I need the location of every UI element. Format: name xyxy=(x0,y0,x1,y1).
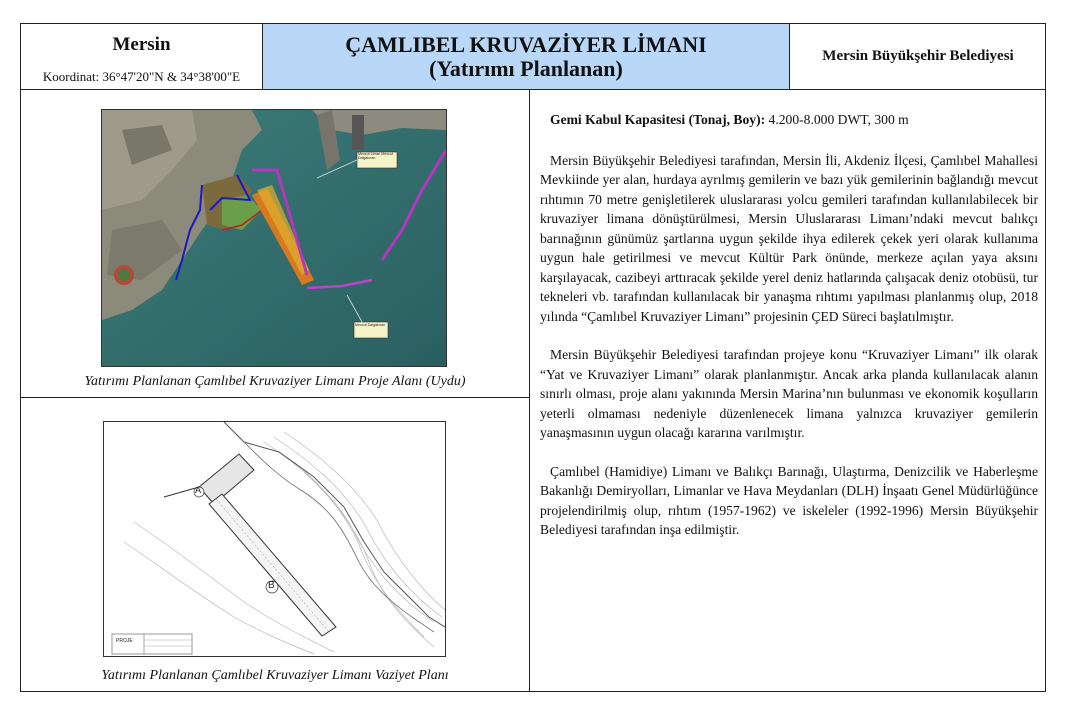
organization-name: Mersin Büyükşehir Belediyesi xyxy=(822,48,1014,64)
location-cell xyxy=(21,24,263,90)
capacity-label: Gemi Kabul Kapasitesi (Tonaj, Boy): xyxy=(550,112,766,127)
description-paragraph-1: Mersin Büyükşehir Belediyesi tarafından, Mersin İli, Akdeniz İlçesi, Çamlıbel Mahallesi Mevkiinde yer alan, hurdaya ayrılmış gemilerin ve bazı yük gemilerinin bağlandığı mevcut rıhtımın 70 metre genişletilerek uluslararası yolcu gemileri tarafından kullanılabilecek bir kruvaziyer limana dönüştürülmesi, Mersin Uluslararası Limanı’ndaki mevcut balıkçı barınağının günümüz şartlarına uygun şekilde ihya edilerek çekek yeri olarak kullanıma uygun hale getirilmesi ve mevcut Kültür Park önünde, merkeze açılan yaya aksını karşılayacak, cazibeyi arttıracak şekilde yerel deniz hatlarında çalışacak deniz otobüsü, tur tekneleri vb. tarafından kullanılacak bir yanaşma rıhtımı yapılması planlanmış olup, 2018 yılında “Çamlıbel Kruvaziyer Limanı” projesinin ÇED Süreci başlatılmıştır. xyxy=(540,152,1038,324)
plan-label-b: B xyxy=(268,580,275,591)
description-paragraph-3: Çamlıbel (Hamidiye) Limanı ve Balıkçı Barınağı, Ulaştırma, Denizcilik ve Haberleşme Bakanlığı Demiryolları, Limanlar ve Hava Meydanları (DLH) İnşaatı Genel Müdürlüğünce projelendirilmiş olup, rıhtım (1957-1962) ve iskeleler (1992-1996) Mersin Büyükşehir Belediyesi tarafından inşa edilmiştir. xyxy=(540,463,1038,537)
satellite-image xyxy=(101,109,447,367)
description-paragraph-2: Mersin Büyükşehir Belediyesi tarafından projeye konu “Kruvaziyer Limanı” ilk olarak “Yat ve Kruvaziyer Limanı” olarak planlanmıştır. Ancak arka planda kullanılacak alanın sınırlı olması, proje alanı yakınında Mersin Marina’nın bulunması ve ekonomik koşulların yeterli olmaması nedeniyle düzenlenecek limana yalnızca kruvaziyer gemilerin yanaşmasının uygun olacağı kararına varılmıştır. xyxy=(540,347,1038,440)
satellite-caption: Yatırımı Planlanan Çamlıbel Kruvaziyer Limanı Proje Alanı (Uydu) xyxy=(84,374,466,389)
satellite-map-graphic xyxy=(102,110,446,366)
coordinates: Koordinat: 36°47'20"N & 34°38'00"E xyxy=(42,69,241,84)
fact-sheet xyxy=(20,23,1046,692)
figures-column xyxy=(21,90,530,692)
title-cell xyxy=(263,24,790,90)
capacity-line xyxy=(540,110,1038,130)
plan-title-block: PROJE xyxy=(116,638,133,644)
site-plan-graphic xyxy=(104,422,445,656)
satellite-label-existing-port: Mevcut Liman Mevcut Dalgakıran xyxy=(358,152,393,160)
plan-label-a: A xyxy=(195,485,202,495)
page-subtitle: (Yatırımı Planlanan) xyxy=(429,56,623,81)
satellite-figure-cell xyxy=(21,90,529,398)
description-column xyxy=(530,90,1046,692)
site-plan-image xyxy=(103,421,446,657)
plan-figure-cell xyxy=(21,398,529,692)
plan-caption: Yatırımı Planlanan Çamlıbel Kruvaziyer Limanı Vaziyet Planı xyxy=(101,668,449,683)
satellite-label-breakwater: Mevcut Dalgakıran xyxy=(355,323,385,327)
page-title: ÇAMLIBEL KRUVAZİYER LİMANI xyxy=(345,32,707,57)
capacity-value: 4.200-8.000 DWT, 300 m xyxy=(765,112,909,127)
city-name: Mersin xyxy=(112,34,171,55)
organization-cell xyxy=(790,24,1046,90)
